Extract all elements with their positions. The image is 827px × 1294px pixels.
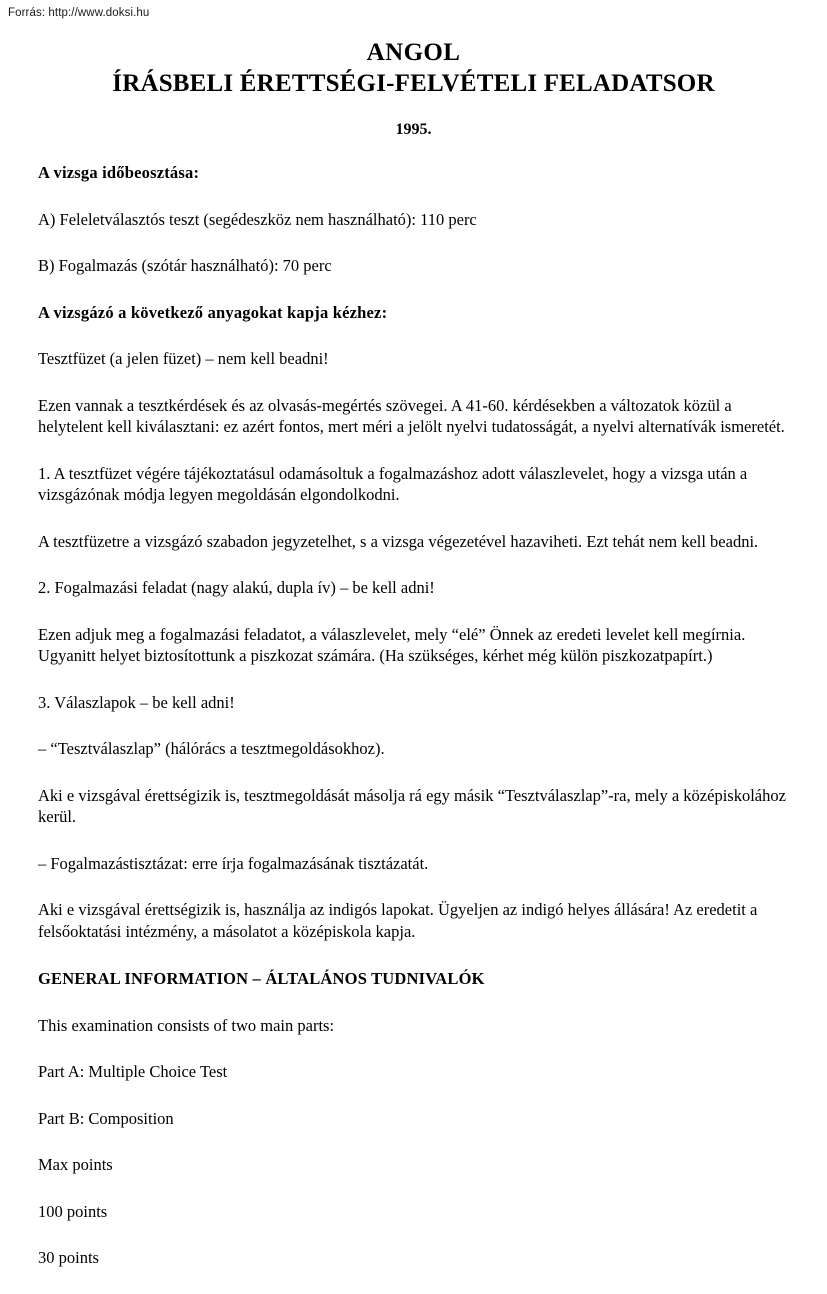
exam-part-b: Part B: Composition	[38, 1108, 174, 1128]
list-item-1-note: A tesztfüzetre a vizsgázó szabadon jegyzetelhet, s a vizsga végezetével hazaviheti. Ezt tehát nem kell beadni.	[38, 531, 759, 551]
source-watermark: Forrás: http://www.doksi.hu	[8, 7, 150, 19]
materials-booklet: Tesztfüzet (a jelen füzet) – nem kell beadni!	[38, 349, 329, 368]
list-item-3-bullet-answersheet: – “Tesztválaszlap” (hálórács a tesztmegoldásokhoz).	[38, 739, 385, 758]
document-title-block	[0, 38, 827, 140]
schedule-part-a: A) Feleletválasztós teszt (segédeszköz nem használható): 110 perc	[38, 209, 477, 229]
exam-part-a: Part A: Multiple Choice Test	[38, 1062, 228, 1081]
list-item-1: 1. A tesztfüzet végére tájékoztatásul odamásoltuk a fogalmazáshoz adott válaszlevelet, hogy a vizsga után a vizsgázónak módja legyen megoldásán elgondolkodni.	[38, 463, 748, 504]
max-points-label: Max points	[38, 1155, 113, 1174]
part-a-max-points: 100 points	[38, 1201, 108, 1221]
document-body	[0, 162, 827, 1269]
list-item-3-note-answersheet: Aki e vizsgával érettségizik is, tesztmegoldását másolja rá egy másik “Tesztválaszlap”-ra, mely a középiskolához kerül.	[38, 785, 786, 826]
page-title-main: ÍRÁSBELI ÉRETTSÉGI-FELVÉTELI FELADATSOR	[112, 70, 715, 97]
page-title-subject: ANGOL	[366, 39, 461, 66]
list-item-3: 3. Válaszlapok – be kell adni!	[38, 692, 235, 712]
general-information-intro: This examination consists of two main parts:	[38, 1015, 335, 1035]
schedule-part-b: B) Fogalmazás (szótár használható): 70 perc	[38, 256, 332, 275]
part-b-max-points: 30 points	[38, 1248, 99, 1267]
list-item-3-note-carbon: Aki e vizsgával érettségizik is, használja az indigós lapokat. Ügyeljen az indigó helyes állására! Az eredetit a felsőoktatási intézmény, a másolatot a középiskola kapja.	[38, 900, 758, 941]
heading-materials: A vizsgázó a következő anyagokat kapja kézhez:	[38, 302, 388, 322]
list-item-3-bullet-composition: – Fogalmazástisztázat: erre írja fogalmazásának tisztázatát.	[38, 853, 429, 873]
heading-general-information: GENERAL INFORMATION – ÁLTALÁNOS TUDNIVALÓK	[38, 969, 485, 988]
list-item-2-description: Ezen adjuk meg a fogalmazási feladatot, a válaszlevelet, mely “elé” Önnek az eredeti levelet kell megírnia. Ugyanitt helyet biztosítottunk a piszkozat számára. (Ha szükséges, kérhet még külön piszkozatpapírt.)	[38, 624, 746, 665]
heading-exam-schedule: A vizsga időbeosztása:	[38, 163, 200, 182]
list-item-2: 2. Fogalmazási feladat (nagy alakú, dupla ív) – be kell adni!	[38, 578, 435, 597]
page-title-year: 1995.	[395, 121, 432, 138]
materials-booklet-description: Ezen vannak a tesztkérdések és az olvasás-megértés szövegei. A 41-60. kérdésekben a változatok közül a helytelent kell kiválasztani: ez azért fontos, mert méri a jelölt nyelvi tudatosságát, a nyelvi alternatívák ismeretét.	[38, 395, 785, 436]
